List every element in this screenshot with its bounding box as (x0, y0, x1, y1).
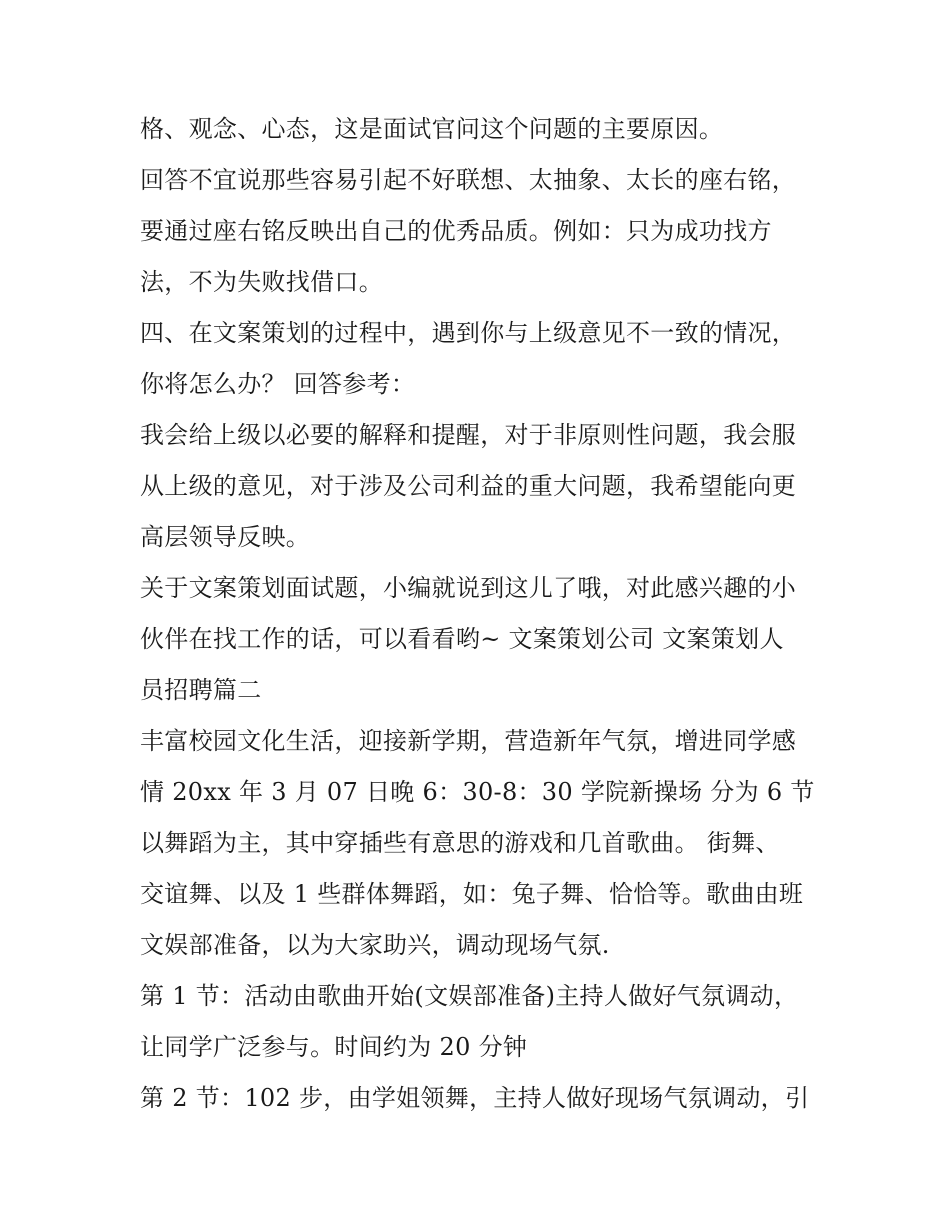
text-line: 格、观念、心态，这是面试官问这个问题的主要原因。 (140, 115, 724, 143)
text-line: 情 20xx 年 3 月 07 日晚 6：30-8：30 学院新操场 分为 6 节 (140, 778, 815, 806)
text-line: 要通过座右铭反映出自己的优秀品质。例如：只为成功找方 (140, 217, 772, 245)
text-line: 第 2 节：102 步，由学姐领舞，主持人做好现场气氛调动，引 (140, 1084, 810, 1112)
text-line: 关于文案策划面试题，小编就说到这儿了哦，对此感兴趣的小 (140, 574, 797, 602)
text-line: 伙伴在找工作的话，可以看看哟~ 文案策划公司 文案策划人 (140, 625, 784, 653)
text-line: 让同学广泛参与。时间约为 20 分钟 (140, 1033, 528, 1061)
text-line: 第 1 节：活动由歌曲开始(文娱部准备)主持人做好气氛调动， (140, 982, 799, 1010)
text-line: 我会给上级以必要的解释和提醒，对于非原则性问题，我会服 (140, 421, 797, 449)
text-line: 四、在文案策划的过程中，遇到你与上级意见不一致的情况， (140, 319, 797, 347)
text-line: 回答不宜说那些容易引起不好联想、太抽象、太长的座右铭， (140, 166, 797, 194)
text-line: 高层领导反映。 (140, 523, 311, 551)
text-line: 丰富校园文化生活，迎接新学期，营造新年气氛，增进同学感 (140, 727, 797, 755)
text-line: 文娱部准备，以为大家助兴，调动现场气氛. (140, 931, 610, 959)
text-line: 以舞蹈为主，其中穿插些有意思的游戏和几首歌曲。 街舞、 (140, 829, 780, 857)
text-line: 法，不为失败找借口。 (140, 268, 383, 296)
text-line: 你将怎么办？ 回答参考： (140, 370, 416, 398)
text-line: 员招聘篇二 (140, 676, 262, 704)
text-line: 从上级的意见，对于涉及公司利益的重大问题，我希望能向更 (140, 472, 797, 500)
text-line: 交谊舞、以及 1 些群体舞蹈，如：兔子舞、恰恰等。歌曲由班 (140, 880, 804, 908)
